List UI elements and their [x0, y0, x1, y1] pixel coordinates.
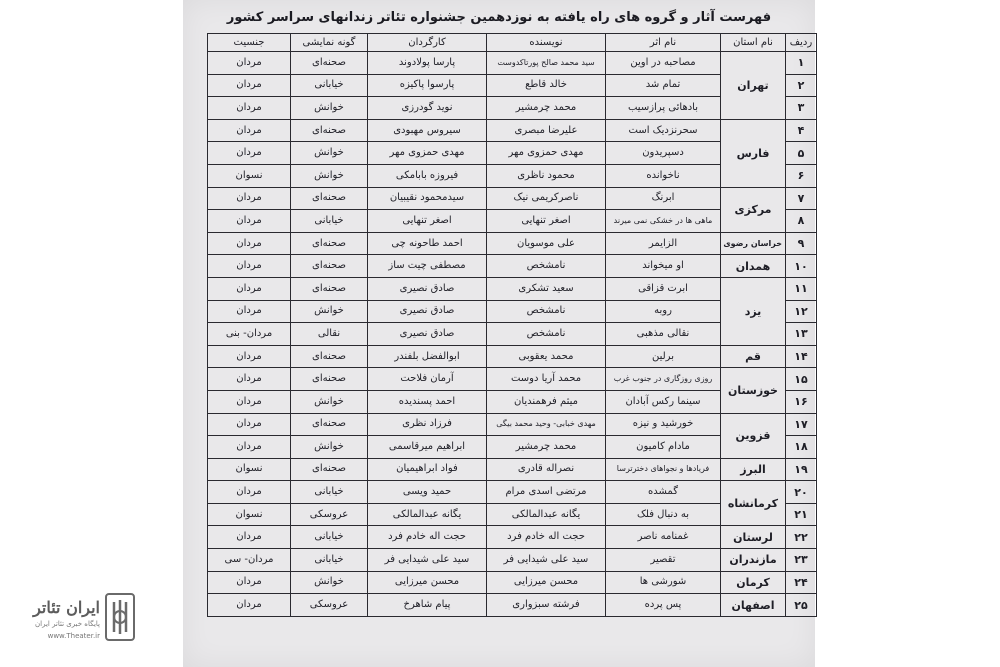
gender: مردان — [208, 74, 291, 97]
work-title: بادهائی پرازسیب — [606, 97, 721, 120]
director-name: ابوالفضل بلفندر — [368, 345, 487, 368]
province-name: همدان — [721, 255, 786, 278]
header-col-gender: جنسیت — [208, 34, 291, 52]
director-name: سیروس مهبودی — [368, 119, 487, 142]
row-number: ۲۱ — [786, 503, 817, 526]
row-number: ۱ — [786, 52, 817, 75]
writer-name: سید علی شیدایی فر — [487, 549, 606, 572]
gender: مردان — [208, 368, 291, 391]
genre: صحنه‌ای — [291, 187, 368, 210]
table-row — [208, 481, 817, 504]
province-name: مازندران — [721, 549, 786, 572]
table-row — [208, 571, 817, 594]
table-row — [208, 458, 817, 481]
work-title: نقالی مذهبی — [606, 323, 721, 346]
genre: صحنه‌ای — [291, 458, 368, 481]
row-number: ۶ — [786, 164, 817, 187]
writer-name: مهدی خبابی- وحید محمد بیگی — [487, 413, 606, 436]
director-name: فرزاد نظری — [368, 413, 487, 436]
row-number: ۲ — [786, 74, 817, 97]
row-number: ۱۳ — [786, 323, 817, 346]
director-name: فیروزه بابامکی — [368, 164, 487, 187]
director-name: سید علی شیدایی فر — [368, 549, 487, 572]
gender: نسوان — [208, 458, 291, 481]
header-col-director: کارگردان — [368, 34, 487, 52]
genre: خیابانی — [291, 549, 368, 572]
gender: مردان — [208, 232, 291, 255]
work-title: گمشده — [606, 481, 721, 504]
director-name: حمید ویسی — [368, 481, 487, 504]
row-number: ۹ — [786, 232, 817, 255]
gender: مردان — [208, 594, 291, 617]
genre: عروسکی — [291, 503, 368, 526]
table-header-row — [208, 34, 817, 52]
province-name: فارس — [721, 119, 786, 187]
writer-name: نامشخص — [487, 255, 606, 278]
writer-name: ناصرکریمی نیک — [487, 187, 606, 210]
row-number: ۲۴ — [786, 571, 817, 594]
gender: مردان — [208, 481, 291, 504]
gender: مردان — [208, 571, 291, 594]
writer-name: محمود ناظری — [487, 164, 606, 187]
writer-name: نامشخص — [487, 323, 606, 346]
header-col-writer: نویسنده — [487, 34, 606, 52]
gender: مردان- بنی — [208, 323, 291, 346]
writer-name: سعید تشکری — [487, 277, 606, 300]
director-name: فواد ابراهیمیان — [368, 458, 487, 481]
gender: مردان- سی — [208, 549, 291, 572]
work-title: او میخواند — [606, 255, 721, 278]
province-name: لرستان — [721, 526, 786, 549]
gender: مردان — [208, 210, 291, 233]
gender: مردان — [208, 436, 291, 459]
row-number: ۳ — [786, 97, 817, 120]
header-col-province: نام استان — [721, 34, 786, 52]
genre: خیابانی — [291, 481, 368, 504]
table-row — [208, 255, 817, 278]
work-title: به دنبال فلک — [606, 503, 721, 526]
work-title: مصاحبه در اوین — [606, 52, 721, 75]
row-number: ۵ — [786, 142, 817, 165]
province-name: تهران — [721, 52, 786, 120]
province-name: یزد — [721, 277, 786, 345]
writer-name: اصغر تنهایی — [487, 210, 606, 233]
director-name: پارسا پولادوند — [368, 52, 487, 75]
work-title: سحرنزدیک است — [606, 119, 721, 142]
work-title: تمام شد — [606, 74, 721, 97]
province-name: کرمان — [721, 571, 786, 594]
genre: صحنه‌ای — [291, 52, 368, 75]
writer-name: مرتضی اسدی مرام — [487, 481, 606, 504]
gender: مردان — [208, 52, 291, 75]
row-number: ۱۴ — [786, 345, 817, 368]
header-col-work-title: نام اثر — [606, 34, 721, 52]
table-row — [208, 594, 817, 617]
entries-table — [207, 33, 817, 617]
work-title: پس پرده — [606, 594, 721, 617]
genre: صحنه‌ای — [291, 413, 368, 436]
table-row — [208, 345, 817, 368]
genre: عروسکی — [291, 594, 368, 617]
gender: نسوان — [208, 503, 291, 526]
genre: خوانش — [291, 142, 368, 165]
header-col-row-number: ردیف — [786, 34, 817, 52]
work-title: غمنامه ناصر — [606, 526, 721, 549]
genre: خوانش — [291, 436, 368, 459]
work-title: سینما رکس آبادان — [606, 390, 721, 413]
director-name: احمد طاحونه چی — [368, 232, 487, 255]
row-number: ۴ — [786, 119, 817, 142]
genre: نقالی — [291, 323, 368, 346]
gender: مردان — [208, 300, 291, 323]
genre: خوانش — [291, 300, 368, 323]
province-name: خوزستان — [721, 368, 786, 413]
director-name: اصغر تنهایی — [368, 210, 487, 233]
director-name: آرمان فلاحت — [368, 368, 487, 391]
row-number: ۲۵ — [786, 594, 817, 617]
table-row — [208, 52, 817, 75]
genre: صحنه‌ای — [291, 368, 368, 391]
director-name: صادق نصیری — [368, 300, 487, 323]
work-title: مادام کامیون — [606, 436, 721, 459]
work-title: برلین — [606, 345, 721, 368]
table-row — [208, 526, 817, 549]
table-row — [208, 277, 817, 300]
writer-name: نصراله قادری — [487, 458, 606, 481]
genre: صحنه‌ای — [291, 255, 368, 278]
writer-name: محسن میرزایی — [487, 571, 606, 594]
province-name: اصفهان — [721, 594, 786, 617]
writer-name: سید محمد صالح پورتاکدوست — [487, 52, 606, 75]
writer-name: محمد چرمشیر — [487, 97, 606, 120]
gender: مردان — [208, 187, 291, 210]
logo-tagline: پایگاه خبری تئاتر ایران — [35, 620, 100, 628]
gender: مردان — [208, 413, 291, 436]
work-title: فریادها و نجواهای دخترترسا — [606, 458, 721, 481]
work-title: دسپریدون — [606, 142, 721, 165]
table-row — [208, 119, 817, 142]
row-number: ۱۰ — [786, 255, 817, 278]
gender: مردان — [208, 390, 291, 413]
genre: خیابانی — [291, 74, 368, 97]
writer-name: محمد یعقوبی — [487, 345, 606, 368]
province-name: کرمانشاه — [721, 481, 786, 526]
document-title: فهرست آثار و گروه های راه یافته به نوزدهمین جشنواره تئاتر زندانهای سراسر کشور — [226, 10, 772, 25]
writer-name: خالد قاطع — [487, 74, 606, 97]
director-name: سیدمحمود نقیبیان — [368, 187, 487, 210]
gender: مردان — [208, 277, 291, 300]
row-number: ۸ — [786, 210, 817, 233]
row-number: ۷ — [786, 187, 817, 210]
genre: صحنه‌ای — [291, 232, 368, 255]
writer-name: یگانه عبدالمالکی — [487, 503, 606, 526]
genre: خوانش — [291, 571, 368, 594]
row-number: ۱۱ — [786, 277, 817, 300]
row-number: ۱۹ — [786, 458, 817, 481]
province-name: البرز — [721, 458, 786, 481]
row-number: ۱۵ — [786, 368, 817, 391]
gender: مردان — [208, 255, 291, 278]
table-row — [208, 368, 817, 391]
theater-logo-icon — [104, 592, 136, 642]
director-name: احمد پسندیده — [368, 390, 487, 413]
gender: مردان — [208, 526, 291, 549]
genre: خوانش — [291, 97, 368, 120]
director-name: یگانه عبدالمالکی — [368, 503, 487, 526]
writer-name: علیرضا مبصری — [487, 119, 606, 142]
province-name: مرکزی — [721, 187, 786, 232]
writer-name: حجت اله خادم فرد — [487, 526, 606, 549]
work-title: خورشید و نیزه — [606, 413, 721, 436]
work-title: روزی روزگاری در جنوب غرب — [606, 368, 721, 391]
director-name: ابراهیم میرقاسمی — [368, 436, 487, 459]
header-col-genre: گونه نمایشی — [291, 34, 368, 52]
province-name: قم — [721, 345, 786, 368]
genre: خیابانی — [291, 526, 368, 549]
director-name: نوید گودرزی — [368, 97, 487, 120]
work-title: روبه — [606, 300, 721, 323]
table-body — [208, 52, 817, 617]
row-number: ۲۰ — [786, 481, 817, 504]
writer-name: علی موسویان — [487, 232, 606, 255]
row-number: ۲۲ — [786, 526, 817, 549]
work-title: ماهی ها در خشکی نمی میرند — [606, 210, 721, 233]
table-row — [208, 549, 817, 572]
director-name: پارسوا پاکیزه — [368, 74, 487, 97]
writer-name: محمد آریا دوست — [487, 368, 606, 391]
province-name: خراسان رضوی — [721, 232, 786, 255]
gender: مردان — [208, 119, 291, 142]
gender: مردان — [208, 97, 291, 120]
writer-name: فرشته سبزواری — [487, 594, 606, 617]
row-number: ۱۲ — [786, 300, 817, 323]
work-title: شورشی ها — [606, 571, 721, 594]
logo-name: ایران تئاتر — [33, 598, 100, 617]
director-name: مهدی حمزوی مهر — [368, 142, 487, 165]
watermark-logo — [22, 590, 142, 648]
work-title: ابرت قزاقی — [606, 277, 721, 300]
genre: صحنه‌ای — [291, 345, 368, 368]
director-name: صادق نصیری — [368, 277, 487, 300]
director-name: حجت اله خادم فرد — [368, 526, 487, 549]
writer-name: مهدی حمزوی مهر — [487, 142, 606, 165]
row-number: ۱۷ — [786, 413, 817, 436]
logo-url: www.Theater.ir — [47, 632, 100, 640]
work-title: الزایمر — [606, 232, 721, 255]
document-photo — [183, 0, 815, 667]
writer-name: محمد چرمشیر — [487, 436, 606, 459]
genre: خیابانی — [291, 210, 368, 233]
table-row — [208, 187, 817, 210]
row-number: ۱۸ — [786, 436, 817, 459]
province-name: قزوین — [721, 413, 786, 458]
gender: مردان — [208, 142, 291, 165]
work-title: ناخوانده — [606, 164, 721, 187]
row-number: ۱۶ — [786, 390, 817, 413]
director-name: پیام شاهرخ — [368, 594, 487, 617]
director-name: صادق نصیری — [368, 323, 487, 346]
genre: خوانش — [291, 390, 368, 413]
row-number: ۲۳ — [786, 549, 817, 572]
table-row — [208, 232, 817, 255]
work-title: تقصیر — [606, 549, 721, 572]
genre: خوانش — [291, 164, 368, 187]
work-title: ابرنگ — [606, 187, 721, 210]
director-name: مصطفی چیت ساز — [368, 255, 487, 278]
gender: مردان — [208, 345, 291, 368]
genre: صحنه‌ای — [291, 277, 368, 300]
director-name: محسن میرزایی — [368, 571, 487, 594]
genre: صحنه‌ای — [291, 119, 368, 142]
gender: نسوان — [208, 164, 291, 187]
table-row — [208, 413, 817, 436]
writer-name: نامشخص — [487, 300, 606, 323]
writer-name: میثم فرهمندیان — [487, 390, 606, 413]
